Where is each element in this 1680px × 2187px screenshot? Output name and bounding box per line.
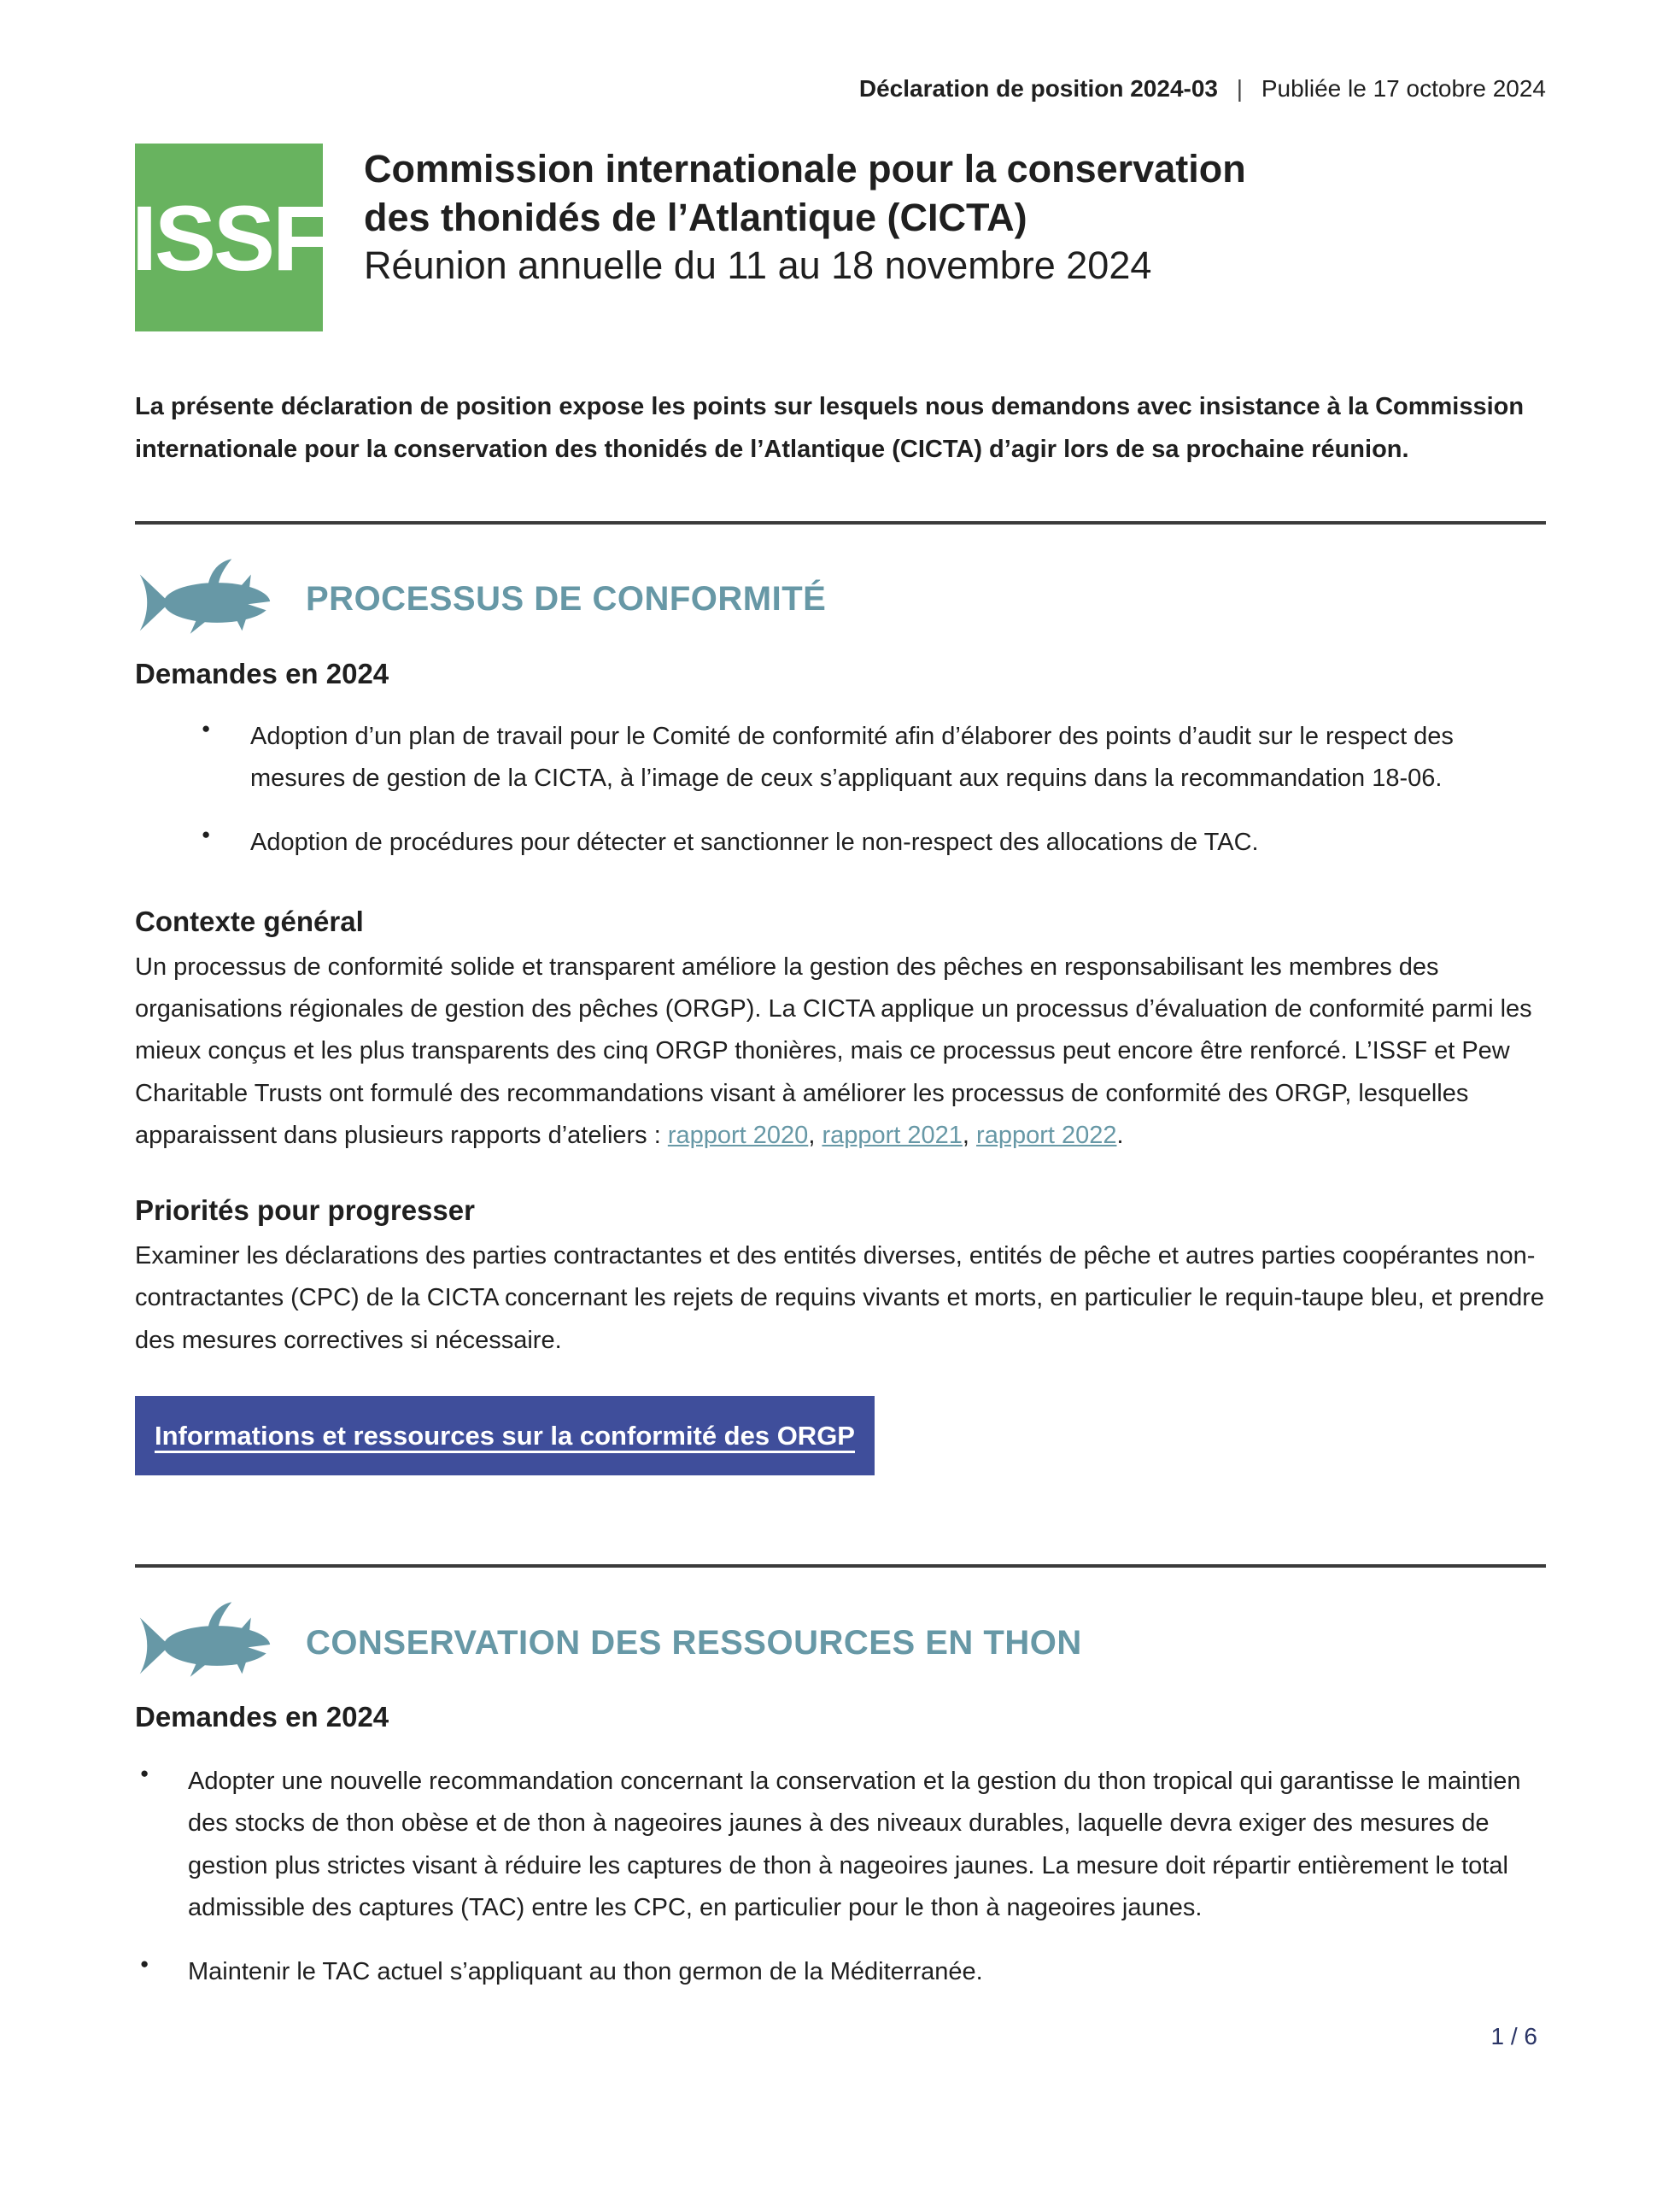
position-statement-number: Déclaration de position 2024-03 (858, 75, 1218, 102)
section-title-compliance: PROCESSUS DE CONFORMITÉ (306, 580, 827, 619)
page-title (364, 145, 1246, 242)
title-block (364, 144, 1246, 290)
list-item: ● Maintenir le TAC actuel s’appliquant au thon germon de la Méditerranée. (135, 1951, 1546, 1993)
section-title-conservation: CONSERVATION DES RESSOURCES EN THON (306, 1623, 1082, 1662)
compliance-resources-button[interactable] (135, 1396, 875, 1475)
conservation-demands-list (135, 1761, 1546, 1993)
link-rapport-2022[interactable]: rapport 2022 (976, 1121, 1117, 1149)
issf-logo-text: ISSF (131, 185, 327, 290)
section-conservation-header (135, 1598, 1546, 1687)
meeting-subtitle: Réunion annuelle du 11 au 18 novembre 2024 (364, 243, 1152, 288)
compliance-resources-button-label: Informations et ressources sur la conformité des ORGP (154, 1420, 855, 1451)
compliance-demands-list (135, 716, 1546, 865)
heading-contexte-general: Contexte général (135, 905, 364, 937)
context-text: Un processus de conformité solide et transparent améliore la gestion des pêches en responsabilisant les membres des organisations régionales de gestion des pêches (ORGP). La CICTA applique un processus d’évaluation de conformité parmi les mieux conçus et les plus transparents des cinq ORGP thonières, mais ce processus peut encore être renforcé. L’ISSF et Pew Charitable Trusts ont formulé des recommandations visant à améliorer les processus de conformité des ORGP, lesquelles apparaissent dans plusieurs rapports d’ateliers : (135, 953, 1532, 1149)
title-line-2: des thonidés de l’Atlantique (CICTA) (364, 195, 1027, 239)
issf-logo (131, 144, 327, 331)
title-line-1: Commission internationale pour la conservation (364, 147, 1246, 191)
document-meta (135, 75, 1546, 103)
heading-demandes-2024: Demandes en 2024 (135, 657, 389, 689)
meta-divider: | (1236, 75, 1244, 102)
document-header (131, 144, 1546, 331)
section-compliance-header (135, 555, 1546, 644)
intro-paragraph: La présente déclaration de position expose les points sur lesquels nous demandons avec insistance à la Commission internationale pour la conservation des thonidés de l’Atlantique (CICTA) d’agir lors de sa prochaine réunion. (135, 393, 1525, 463)
heading-priorites: Priorités pour progresser (135, 1194, 475, 1227)
list-item: ● Adoption de procédures pour détecter et sanctionner le non-respect des allocations de TAC. (135, 822, 1546, 864)
heading-demandes-2024: Demandes en 2024 (135, 1701, 389, 1733)
context-paragraph (135, 947, 1546, 1157)
section-divider (135, 521, 1546, 525)
list-item: ● Adopter une nouvelle recommandation concernant la conservation et la gestion du thon tropical qui garantisse le maintien des stocks de thon obèse et de thon à nageoires jaunes à des niveaux durables, laquelle devra exiger des mesures de gestion plus strictes visant à réduire les captures de thon à nageoires jaunes. La mesure doit répartir entièrement le total admissible des captures (TAC) entre les CPC, en particulier pour le thon à nageoires jaunes. (135, 1761, 1546, 1929)
link-separator: , (962, 1121, 977, 1149)
page-number: 1 / 6 (1490, 2023, 1537, 2049)
tuna-icon (135, 555, 287, 644)
priorities-paragraph: Examiner les déclarations des parties contractantes et des entités diverses, entités de pêche et autres parties coopérantes non-contractantes (CPC) de la CICTA concernant les rejets de requins vivants et morts, en particulier le requin-taupe bleu, et prendre des mesures correctives si nécessaire. (135, 1242, 1545, 1354)
section-divider (135, 1564, 1546, 1568)
publication-date: Publiée le 17 octobre 2024 (1261, 75, 1546, 102)
link-rapport-2020[interactable]: rapport 2020 (667, 1121, 809, 1149)
list-item: ● Adoption d’un plan de travail pour le Comité de conformité afin d’élaborer des points d’audit sur le respect des mesures de gestion de la CICTA, à l’image de ceux s’appliquant aux requins dans la recommandation 18-06. (135, 716, 1546, 800)
link-rapport-2021[interactable]: rapport 2021 (822, 1121, 963, 1149)
link-separator: , (808, 1121, 822, 1149)
sentence-end: . (1116, 1121, 1124, 1149)
tuna-icon (135, 1598, 287, 1687)
